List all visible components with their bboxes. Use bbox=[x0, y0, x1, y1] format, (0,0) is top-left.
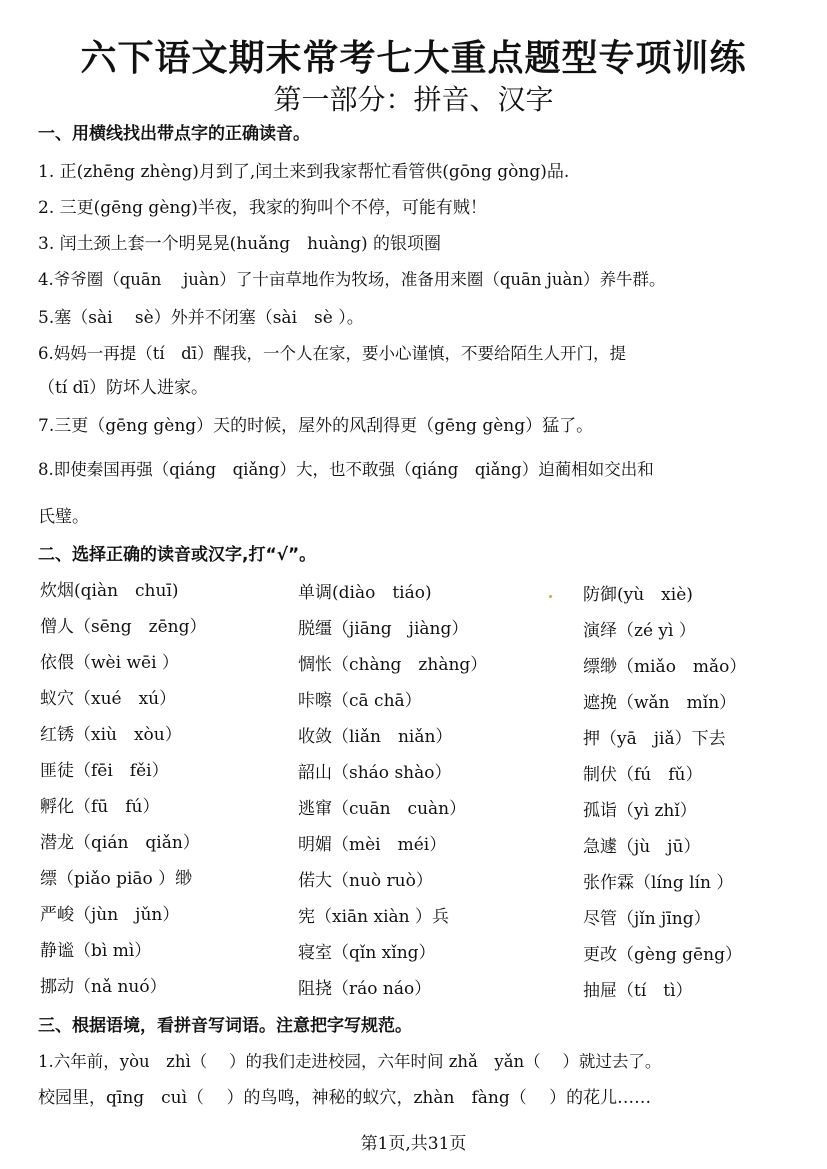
section1-item: 6.妈妈一再提（tí dī）醒我，一个人在家，要小心谨慎，不要给陌生人开门，提 bbox=[38, 344, 626, 363]
choice-item: 僧人（sēng zēng） bbox=[40, 617, 207, 637]
choice-item: 炊烟(qiàn chuī) bbox=[40, 581, 179, 601]
section1-heading: 一、用横线找出带点字的正确读音。 bbox=[38, 124, 310, 144]
choice-item: 孤诣（yì zhǐ） bbox=[583, 801, 697, 821]
scan-speck bbox=[549, 595, 552, 598]
choice-item: 押（yā jiǎ）下去 bbox=[583, 729, 726, 749]
choice-item: 缥（piǎo piāo ）缈 bbox=[40, 869, 193, 889]
choice-item: 孵化（fū fú） bbox=[40, 797, 160, 817]
choice-item: 韶山（sháo shào） bbox=[298, 763, 452, 783]
choice-item: 脱缰（jiāng jiàng） bbox=[298, 619, 469, 639]
choice-item: 阻挠（ráo náo） bbox=[298, 979, 432, 999]
choice-item: 匪徒（fēi fěi） bbox=[40, 761, 169, 781]
section1-item: 5.塞（sài sè）外并不闭塞（sài sè ）。 bbox=[38, 308, 364, 328]
choice-item: 急遽（jù jū） bbox=[583, 837, 701, 857]
section2-heading: 二、选择正确的读音或汉字,打“√”。 bbox=[38, 545, 317, 565]
choice-item: 寝室（qǐn xǐng） bbox=[298, 943, 436, 963]
page-title: 六下语文期末常考七大重点题型专项训练 bbox=[80, 38, 747, 79]
section1-item: 3. 闰土颈上套一个明晃晃(huǎng huàng) 的银项圈 bbox=[38, 234, 442, 254]
choice-item: 收敛（liǎn niǎn） bbox=[298, 727, 453, 747]
choice-item: 挪动（nǎ nuó） bbox=[40, 977, 167, 997]
choice-item: 制伏（fú fǔ） bbox=[583, 765, 703, 785]
choice-item: 明媚（mèi méi） bbox=[298, 835, 447, 855]
choice-item: 宪（xiān xiàn ）兵 bbox=[298, 907, 450, 927]
choice-item: 严峻（jùn jǔn） bbox=[40, 905, 180, 925]
choice-item: 潜龙（qián qiǎn） bbox=[40, 833, 200, 853]
part-subtitle: 第一部分：拼音、汉字 bbox=[273, 83, 554, 116]
choice-item: 惆怅（chàng zhàng） bbox=[298, 655, 488, 675]
section1-item: 7.三更（gēng gèng）天的时候，屋外的风刮得更（gēng gèng）猛了。 bbox=[38, 416, 594, 436]
choice-item: 依偎（wèi wēi ） bbox=[40, 653, 179, 673]
section1-item: 氏璧。 bbox=[38, 507, 89, 527]
choice-item: 咔嚓（cā chā） bbox=[298, 691, 422, 711]
choice-item: 尽管（jǐn jīng） bbox=[583, 909, 711, 929]
section3-item: 校园里，qīng cuì（ ）的鸟鸣，神秘的蚁穴，zhàn fàng（ ）的花儿…… bbox=[38, 1088, 652, 1108]
choice-item: 防御(yù xiè) bbox=[583, 585, 693, 605]
choice-item: 更改（gèng gēng） bbox=[583, 945, 742, 965]
choice-item: 抽屉（tí tì） bbox=[583, 981, 693, 1001]
choice-item: 静谧（bì mì） bbox=[40, 941, 152, 961]
choice-item: 蚁穴（xué xú） bbox=[40, 689, 177, 709]
section3-heading: 三、根据语境，看拼音写词语。注意把字写规范。 bbox=[38, 1016, 412, 1036]
page-number: 第1页,共31页 bbox=[360, 1134, 467, 1154]
choice-item: 张作霖（líng lín ） bbox=[583, 873, 734, 893]
section1-item: 4.爷爷圈（quān juàn）了十亩草地作为牧场，准备用来圈（quān juàn）养牛群。 bbox=[38, 270, 666, 289]
section1-item: 1. 正(zhēng zhèng)月到了,闰土来到我家帮忙看管供(gōng gòng)品. bbox=[38, 162, 570, 182]
choice-item: 红锈（xiù xòu） bbox=[40, 725, 182, 745]
section1-item: （tí dī）防坏人进家。 bbox=[38, 378, 208, 398]
section1-item: 8.即使秦国再强（qiáng qiǎng）大，也不敢强（qiáng qiǎng）迫蔺相如交出和 bbox=[38, 460, 654, 479]
section3-item: 1.六年前，yòu zhì（ ）的我们走进校园，六年时间 zhǎ yǎn（ ）就过去了。 bbox=[38, 1052, 662, 1071]
choice-item: 逃窜（cuān cuàn） bbox=[298, 799, 467, 819]
choice-item: 缥缈（miǎo mǎo） bbox=[583, 657, 747, 677]
section1-item: 2. 三更(gēng gèng)半夜，我家的狗叫个不停，可能有贼！ bbox=[38, 198, 487, 218]
choice-item: 单调(diào tiáo) bbox=[298, 583, 432, 603]
choice-item: 偌大（nuò ruò） bbox=[298, 871, 433, 891]
choice-item: 演绎（zé yì ） bbox=[583, 621, 696, 641]
choice-item: 遮挽（wǎn mǐn） bbox=[583, 693, 737, 713]
